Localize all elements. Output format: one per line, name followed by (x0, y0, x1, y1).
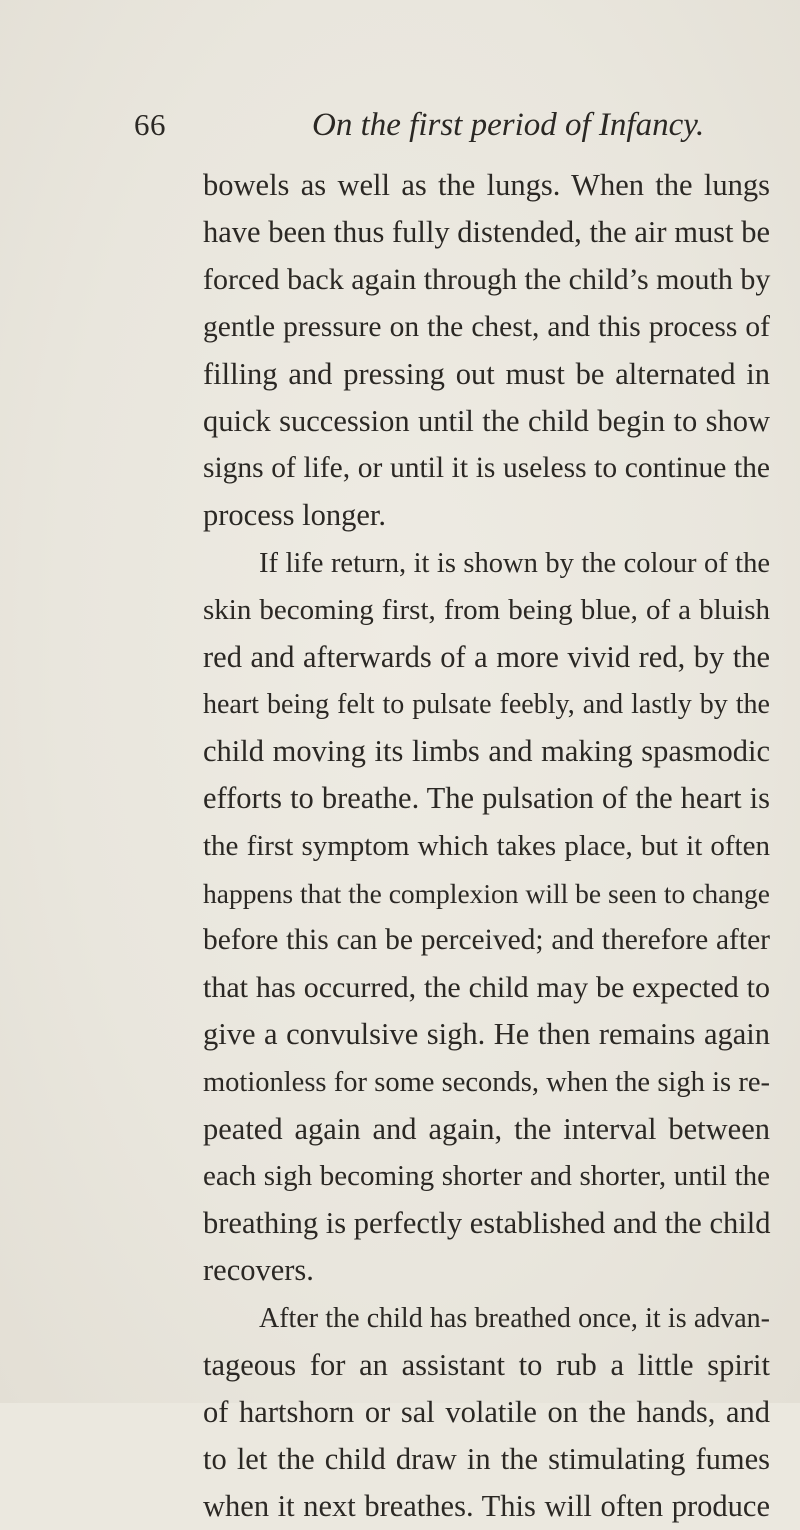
text-line: process longer. (203, 498, 386, 533)
text-line: motionless for some seconds, when the sigh is re- (203, 1066, 770, 1098)
text-line: recovers. (203, 1253, 314, 1288)
text-line: quick succession until the child begin to show (203, 403, 770, 438)
text-line: when it next breathes. This will often produce (203, 1489, 770, 1524)
text-line: skin becoming first, from being blue, of a bluish (203, 593, 770, 626)
text-line: peated again and again, the interval between (203, 1111, 770, 1146)
text-line: happens that the complexion will be seen to change (203, 877, 770, 909)
text-line: to let the child draw in the stimulating fumes (203, 1442, 770, 1477)
running-title: On the first period of Infancy. (312, 107, 705, 143)
paragraph-first-line: After the child has breathed once, it is advan- (259, 1302, 770, 1334)
text-line: have been thus fully distended, the air must be (203, 215, 770, 250)
text-line: red and afterwards of a more vivid red, by the (203, 639, 770, 674)
text-line: each sigh becoming shorter and shorter, until the (203, 1159, 770, 1192)
running-head (134, 103, 774, 147)
text-line: child moving its limbs and making spasmodic (203, 734, 770, 769)
text-line: give a convulsive sigh. He then remains again (203, 1017, 770, 1052)
text-line: efforts to breathe. The pulsation of the heart is (203, 781, 770, 816)
text-line: heart being felt to pulsate feebly, and lastly by the (203, 689, 770, 721)
paragraph-first-line: If life return, it is shown by the colour of the (259, 547, 770, 579)
text-line: tageous for an assistant to rub a little spirit (203, 1347, 770, 1382)
text-line: before this can be perceived; and therefore after (203, 924, 770, 956)
text-line: signs of life, or until it is useless to continue the (203, 452, 770, 485)
text-line: bowels as well as the lungs. When the lungs (203, 168, 770, 202)
text-line: breathing is perfectly established and the child (203, 1206, 771, 1241)
body-text (203, 162, 770, 1530)
text-line: forced back again through the child’s mouth by (203, 263, 771, 297)
page-number: 66 (134, 107, 166, 142)
text-line: filling and pressing out must be alternated in (203, 356, 770, 391)
text-line: the first symptom which takes place, but it often (203, 829, 770, 862)
text-line: gentle pressure on the chest, and this process of (203, 310, 770, 343)
text-line: of hartshorn or sal volatile on the hands, and (203, 1394, 770, 1429)
text-line: that has occurred, the child may be expected to (203, 971, 770, 1005)
